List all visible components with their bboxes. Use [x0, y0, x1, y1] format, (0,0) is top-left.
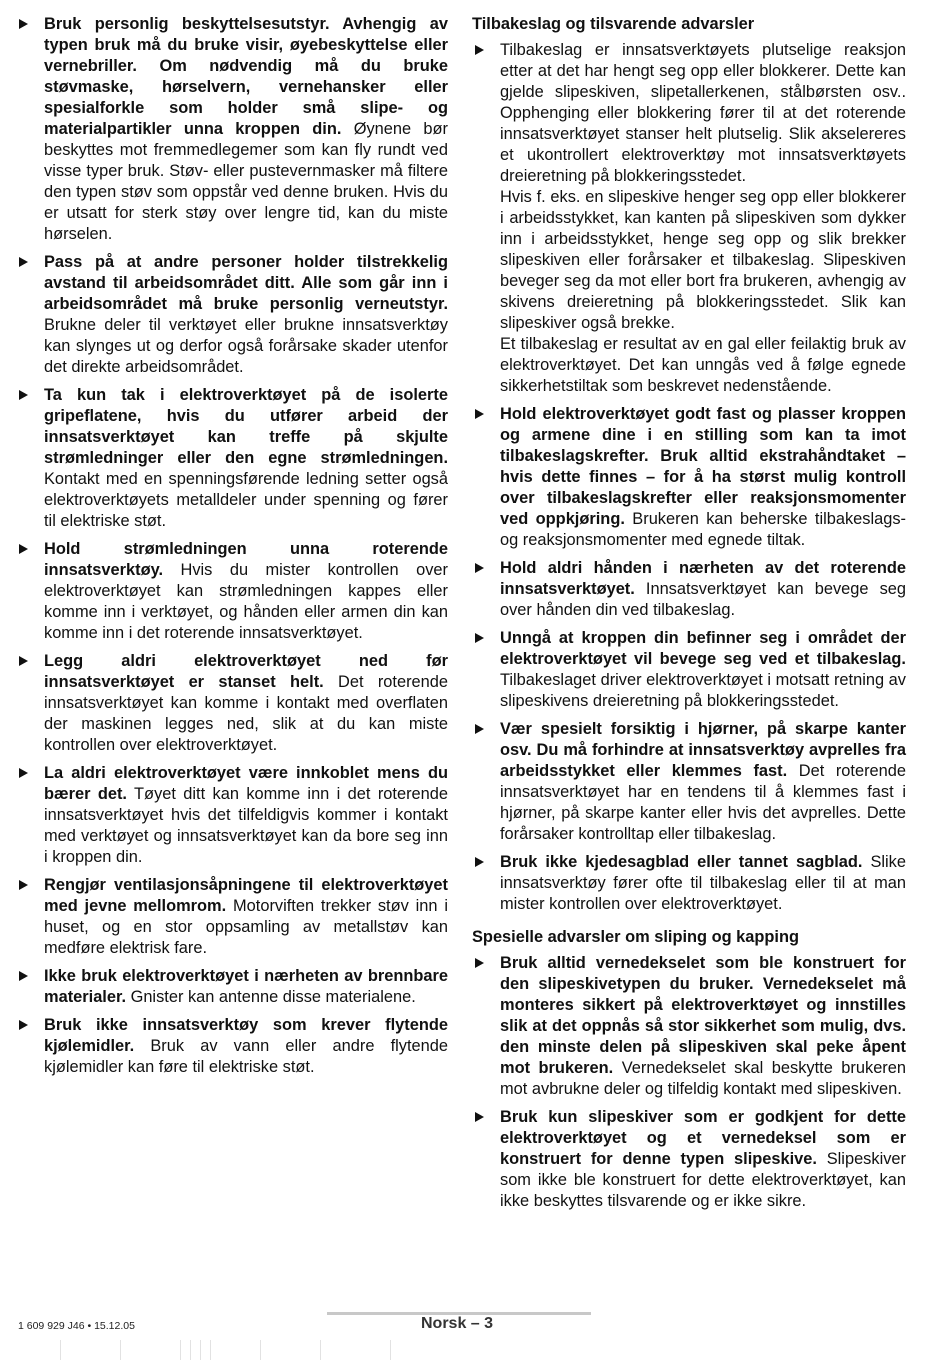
bullet-triangle-icon — [475, 724, 484, 734]
item-body-text: Vernedekselet skal beskytte brukeren mot avbrukne deler og tilfeldig kontakt med slipeskiven. — [500, 1059, 907, 1098]
item-body-text: Det roterende innsatsverktøyet har en tendens til å klemmes fast i hjørner, på skarpe kanter eller hvis det avprelles. Dette forårsaker kontrolltap eller tilbakeslag. — [500, 762, 907, 843]
kickback-item-hand — [472, 558, 906, 621]
right-column — [472, 14, 906, 1219]
safety-item-power-cord — [16, 539, 448, 644]
item-bold-text: Ikke bruk elektroverktøyet i nærheten av brennbare materialer. — [44, 967, 448, 1006]
item-bold-text: Hold strømledningen unna roterende innsatsverktøy. — [44, 540, 448, 579]
bullet-triangle-icon — [475, 857, 484, 867]
item-bold-text: Bruk alltid vernedekselet som ble konstruert for den slipeskivetypen du bruker. Vernedekselet må monteres sikkert på elektroverktøyet og innstilles slik at det oppnås så stor sikkerhet som mulig, dvs. den minste delen på slipeskiven skal peke åpent mot brukeren. — [500, 954, 906, 1077]
item-body-text: Hvis du mister kontrollen over elektroverktøyet kan strømledningen kappes eller komme inn i verktøyet, og hånden eller armen din kan komme inn i det roterende innsatsverktøyet. — [44, 561, 448, 642]
item-body-text: Slipeskiver som ikke ble konstruert for dette elektroverktøyet, kan ikke beskyttes tilsvarende og er ikke sikre. — [500, 1150, 906, 1210]
page-label: Norsk – 3 — [421, 1315, 494, 1332]
bullet-triangle-icon — [475, 563, 484, 573]
kickback-item-corners — [472, 719, 906, 845]
grinding-item-guard — [472, 953, 906, 1100]
item-body-text: Gnister kan antenne disse materialene. — [126, 988, 416, 1006]
item-bold-text: Rengjør ventilasjonsåpningene til elektroverktøyet med jevne mellomrom. — [44, 876, 448, 915]
document-code: 1 609 929 J46 • 15.12.05 — [18, 1320, 135, 1332]
item-bold-text: Legg aldri elektroverktøyet ned før innsatsverktøyet er stanset helt. — [44, 652, 448, 691]
bullet-triangle-icon — [19, 656, 28, 666]
item-body-text: Øynene bør beskyttes mot fremmedlegemer som kan fly rundt ved visse typer bruk. Støv- eller pustevernmasker må filtere den typen støv som oppstår ved denne bruken. Hvis du er utsatt for sterk støy over lengre tid, kan du miste hørselen. — [44, 120, 449, 243]
safety-item-lay-down — [16, 651, 448, 756]
item-body-text: Motorviften trekker støv inn i huset, og en stor oppsamling av metallstøv kan medføre elektrisk fare. — [44, 897, 448, 957]
item-bold-text: Bruk kun slipeskiver som er godkjent for dette elektroverktøyet og et vernedeksel som er konstruert for denne typen slipeskive. — [500, 1108, 906, 1168]
intro-paragraph: Hvis f. eks. en slipeskive henger seg opp eller blokkerer i arbeidsstykket, kan kanten på slipeskiven som dykker inn i arbeidsstykket, henge seg opp og slik brekker slipeskiven eller forårsaker et tilbakeslag. Slipeskiven beveger seg da mot eller bort fra brukeren, avhengig av skivens dreieretning på blokkeringsstedet. Slik kan slipeskiver også brekke. — [500, 188, 906, 332]
item-body-text: Kontakt med en spenningsførende ledning setter også elektroverktøyets metalldeler under spenning og fører til elektriske støt. — [44, 470, 448, 530]
section-title-grinding: Spesielle advarsler om sliping og kapping — [472, 928, 799, 946]
item-body-text: Bruk av vann eller andre flytende kjølemidler kan føre til elektriske støt. — [44, 1037, 448, 1076]
kickback-item-body-position — [472, 628, 906, 712]
item-bold-text: Bruk personlig beskyttelsesutstyr. Avhengig av typen bruk må du bruke visir, øyebeskyttelse eller vernebriller. Om nødvendig må du bruke støvmaske, hørselvern, vernehansker eller spesialforkle som holder små slipe- og materialpartikler unna kroppen din. — [44, 15, 448, 138]
safety-item-bystanders — [16, 252, 448, 378]
safety-item-protective-equipment — [16, 14, 448, 245]
kickback-item-hold-firmly — [472, 404, 906, 551]
item-bold-text: Bruk ikke innsatsverktøy som krever flytende kjølemidler. — [44, 1016, 448, 1055]
bullet-triangle-icon — [19, 390, 28, 400]
scan-marks — [60, 1340, 480, 1360]
kickback-intro — [472, 40, 906, 397]
safety-item-flammable — [16, 966, 448, 1008]
bullet-triangle-icon — [475, 1112, 484, 1122]
item-bold-text: Pass på at andre personer holder tilstrekkelig avstand til arbeidsområdet ditt. Alle som går inn i arbeidsområdet må bruke personlig verneutstyr. — [44, 253, 448, 313]
item-body-text: Brukne deler til verktøyet eller brukne innsatsverktøy kan slynges ut og derfor også forårsake skader utenfor det direkte arbeidsområdet. — [44, 316, 448, 376]
item-body-text: Tilbakeslaget driver elektroverktøyet i motsatt retning av slipeskivens dreieretning på blokkeringsstedet. — [500, 671, 906, 710]
item-bold-text: Hold elektroverktøyet godt fast og plasser kroppen og armene dine i en stilling som kan ta imot tilbakeslagskrefter. Bruk alltid ekstrahåndtaket – hvis dette finnes – for å ha størst mulig kontroll over tilbakeslagskrefter eller reaksjonsmomenter ved oppkjøring. — [500, 405, 906, 528]
intro-paragraph: Tilbakeslag er innsatsverktøyets plutselige reaksjon etter at det har hengt seg opp eller blokkerer. Dette kan gjelde slipeskiven, slipetallerkenen, stålbørsten osv.. Opphenging eller blokkering fører til at det roterende innsatsverktøyet stanser helt plutselig. Slik akselereres et ukontrollert elektroverktøy mot innsatsverktøyets dreieretning på blokkeringsstedet. — [500, 41, 906, 185]
intro-paragraph: Et tilbakeslag er resultat av en gal eller feilaktig bruk av elektroverktøyet. Det kan unngås ved å følge egnede sikkerhetstiltak som beskrevet nedenstående. — [500, 335, 906, 395]
bullet-triangle-icon — [19, 257, 28, 267]
item-body-text: Slike innsatsverktøy fører ofte til tilbakeslag eller til at man mister kontrollen over elektroverktøyet. — [500, 853, 906, 913]
item-bold-text: Hold aldri hånden i nærheten av det roterende innsatsverktøyet. — [500, 559, 906, 598]
item-body-text: Det roterende innsatsverktøyet kan komme i kontakt med overflaten der maskinen legges ned, slik at du kan miste kontrollen over elektroverktøyet. — [44, 673, 448, 754]
safety-item-ventilation — [16, 875, 448, 959]
bullet-triangle-icon — [19, 1020, 28, 1030]
bullet-triangle-icon — [475, 45, 484, 55]
bullet-triangle-icon — [475, 409, 484, 419]
item-body-text: Innsatsverktøyet kan bevege seg over hånden din ved tilbakeslag. — [500, 580, 906, 619]
bullet-triangle-icon — [475, 958, 484, 968]
bullet-triangle-icon — [19, 544, 28, 554]
item-body-text: Tøyet ditt kan komme inn i det roterende innsatsverktøyet hvis det tilfeldigvis kommer i kontakt med verktøyet og innsatsverktøyet kan da bore seg inn i kroppen din. — [44, 785, 448, 866]
bullet-triangle-icon — [19, 19, 28, 29]
item-bold-text: Ta kun tak i elektroverktøyet på de isolerte gripeflatene, hvis du utfører arbeid der innsatsverktøyet kan treffe på skjulte strømledninger eller den egne strømledningen. — [44, 386, 448, 467]
item-bold-text: Unngå at kroppen din befinner seg i området der elektroverktøyet vil bevege seg ved et tilbakeslag. — [500, 629, 906, 668]
item-bold-text: La aldri elektroverktøyet være innkoblet mens du bærer det. — [44, 764, 448, 803]
bullet-triangle-icon — [19, 880, 28, 890]
section-title-kickback: Tilbakeslag og tilsvarende advarsler — [472, 15, 755, 33]
left-column — [16, 14, 448, 1085]
bullet-triangle-icon — [19, 971, 28, 981]
safety-item-coolants — [16, 1015, 448, 1078]
item-body-text: Brukeren kan beherske tilbakeslags- og reaksjonsmomenter med egnede tiltak. — [500, 510, 906, 549]
item-bold-text: Vær spesielt forsiktig i hjørner, på skarpe kanter osv. Du må forhindre at innsatsverktøy avprelles fra arbeidsstykket eller klemmes fast. — [500, 720, 906, 780]
safety-item-carrying — [16, 763, 448, 868]
bullet-triangle-icon — [19, 768, 28, 778]
bullet-triangle-icon — [475, 633, 484, 643]
safety-item-insulated-grip — [16, 385, 448, 532]
item-bold-text: Bruk ikke kjedesagblad eller tannet sagblad. — [500, 853, 863, 871]
kickback-item-saw-blades — [472, 852, 906, 915]
grinding-item-approved-discs — [472, 1107, 906, 1212]
